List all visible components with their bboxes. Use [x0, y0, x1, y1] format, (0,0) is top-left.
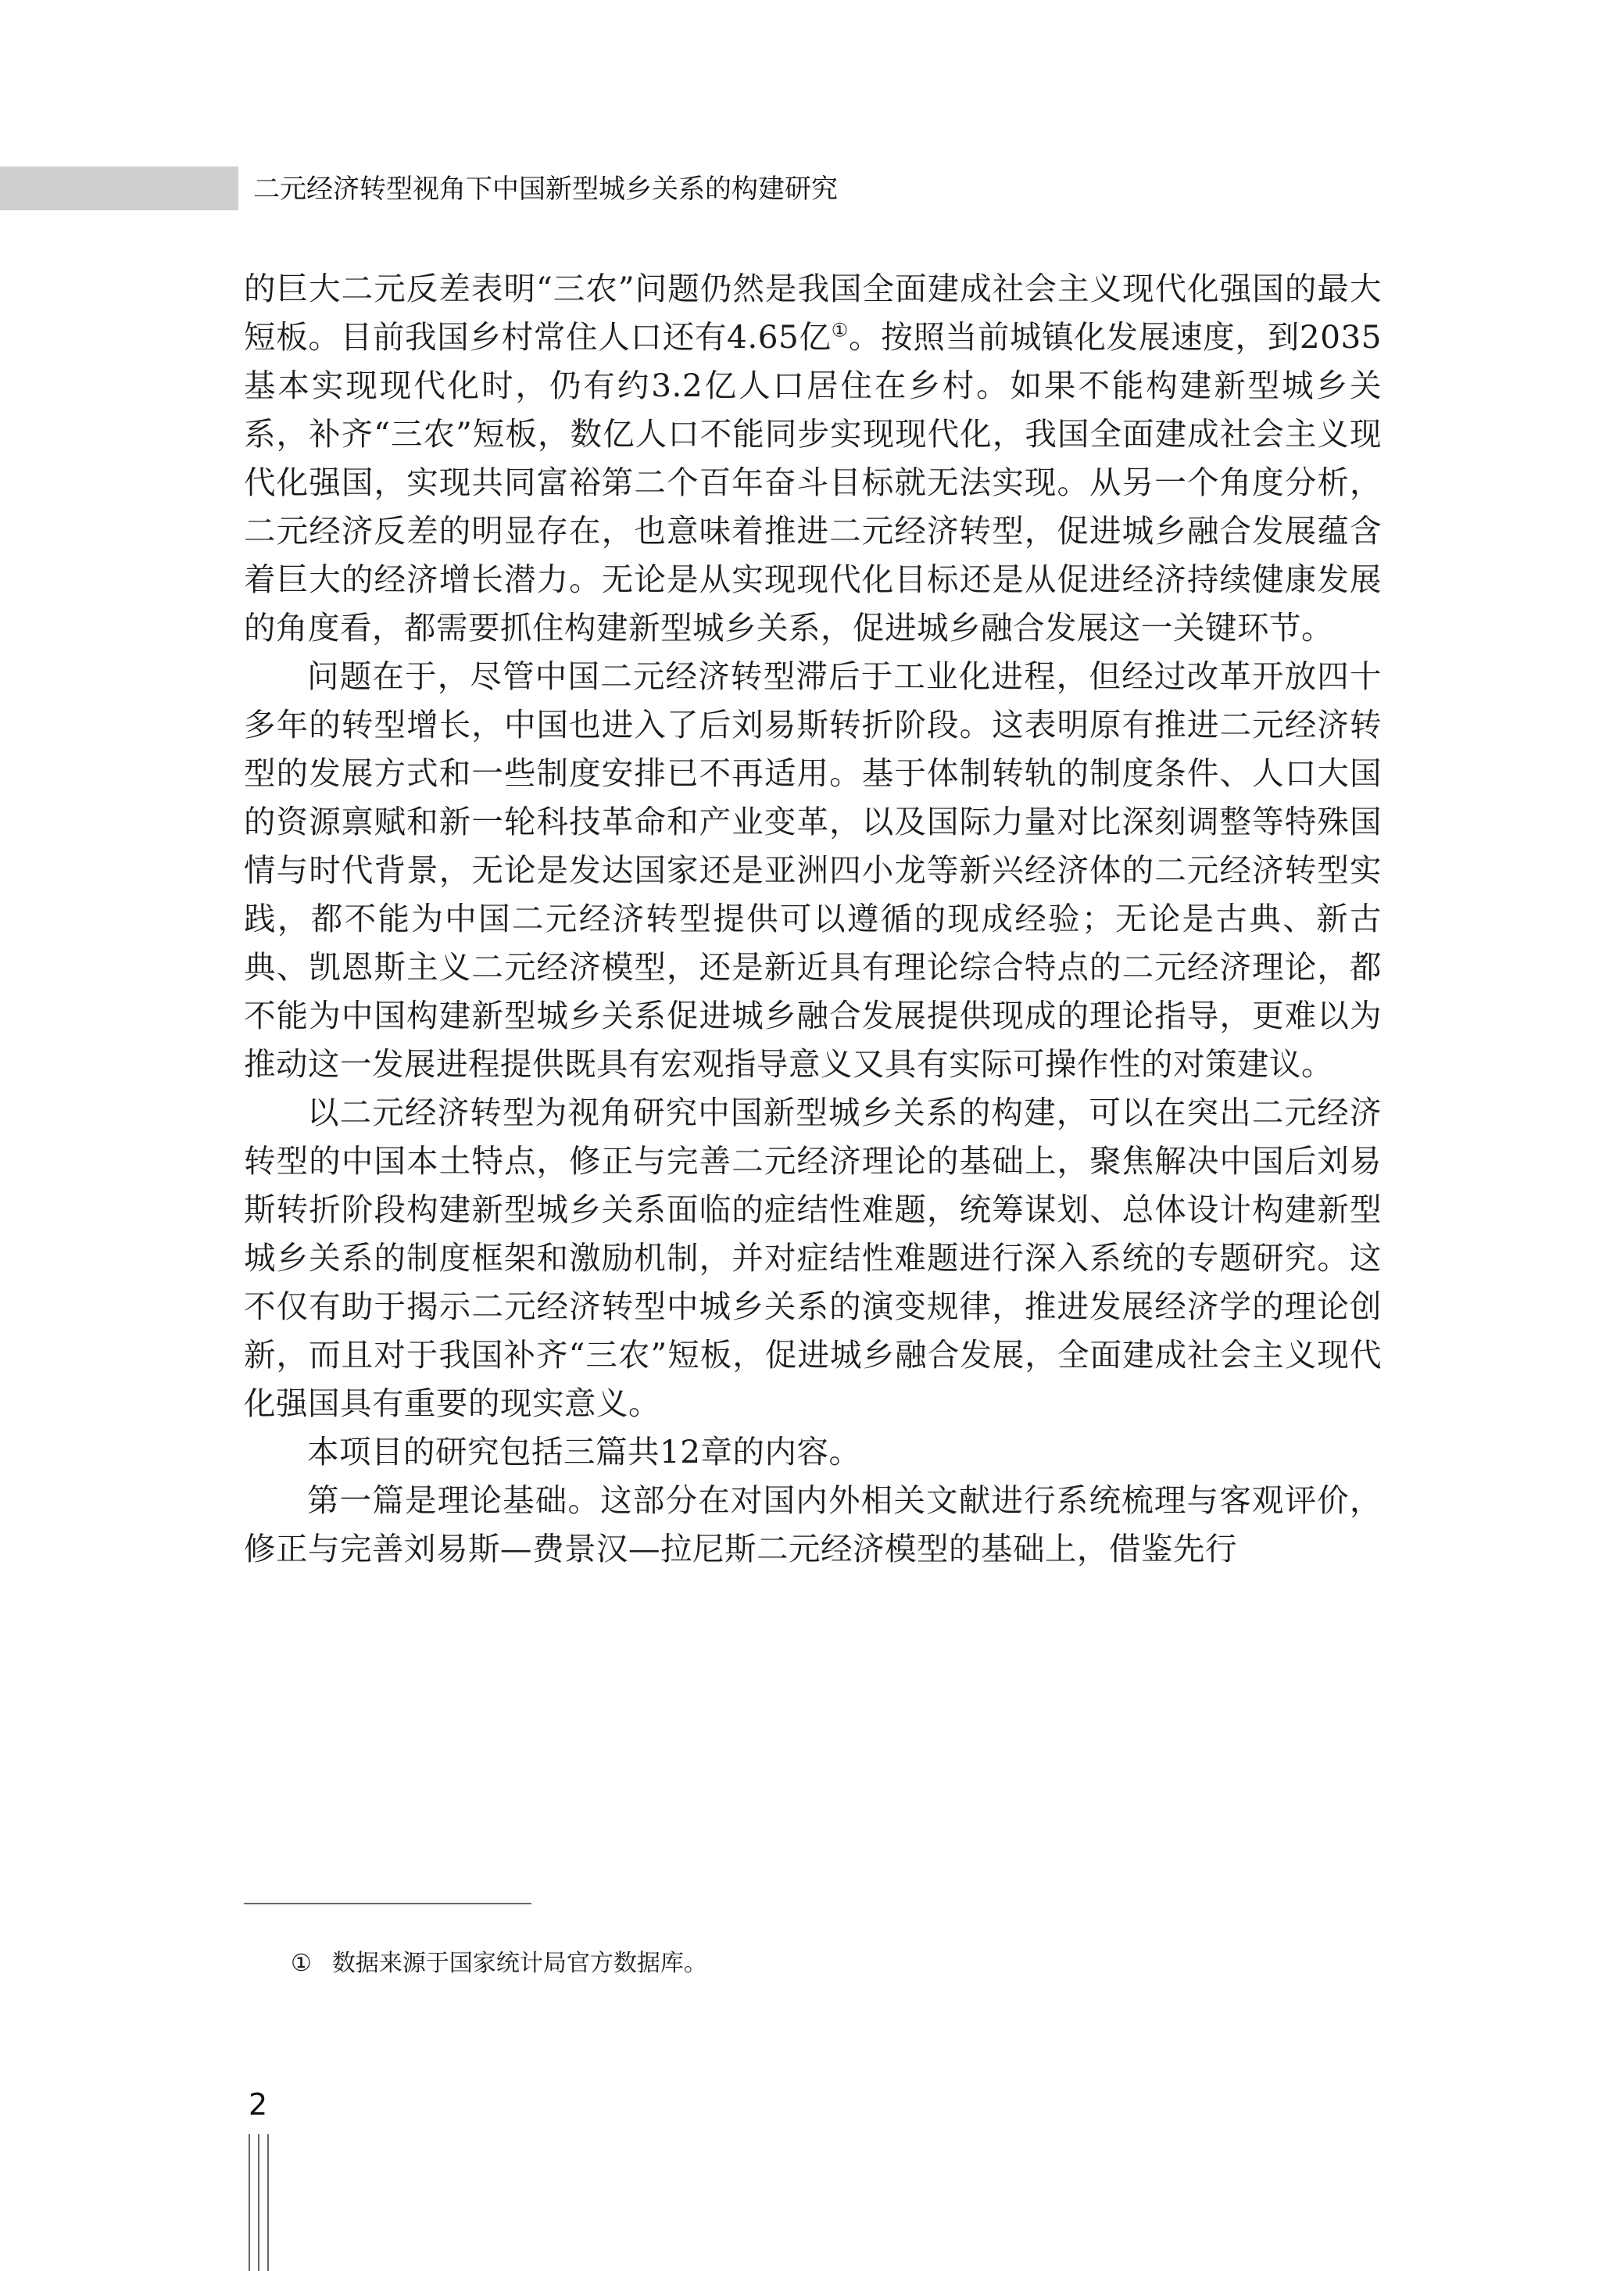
paragraph-3: 以二元经济转型为视角研究中国新型城乡关系的构建，可以在突出二元经济转型的中国本土特点，修正与完善二元经济理论的基础上，聚焦解决中国后刘易斯转折阶段构建新型城乡关系面临的症结性难题，统筹谋划、总体设计构建新型城乡关系的制度框架和激励机制，并对症结性难题进行深入系统的专题研究。这不仅有助于揭示二元经济转型中城乡关系的演变规律，推进发展经济学的理论创新，而且对于我国补齐“三农”短板，促进城乡融合发展，全面建成社会主义现代化强国具有重要的现实意义。 — [244, 1094, 1382, 1422]
margin-line — [258, 2134, 259, 2271]
margin-line — [267, 2134, 269, 2271]
footnote-reference-mark[interactable]: ① — [831, 319, 849, 342]
footnote-text: 数据来源于国家统计局官方数据库。 — [331, 1950, 707, 1977]
footnote-divider — [244, 1903, 531, 1904]
paragraph-5: 第一篇是理论基础。这部分在对国内外相关文献进行系统梳理与客观评价，修正与完善刘易斯—费景汉—拉尼斯二元经济模型的基础上，借鉴先行 — [244, 1481, 1382, 1567]
main-body-text — [244, 264, 1382, 1573]
page-number: 2 — [249, 2087, 268, 2122]
margin-line — [249, 2134, 250, 2271]
paragraph-4: 本项目的研究包括三篇共12章的内容。 — [307, 1433, 861, 1470]
margin-decoration-lines — [249, 2134, 280, 2271]
paragraph-1-text-b: 。按照当前城镇化发展速度，到2035基本实现现代化时，仍有约3.2亿人口居住在乡村。如果不能构建新型城乡关系，补齐“三农”短板，数亿人口不能同步实现现代化，我国全面建成社会主义现代化强国，实现共同富裕第二个百年奋斗目标就无法实现。从另一个角度分析，二元经济反差的明显存在，也意味着推进二元经济转型，促进城乡融合发展蕴含着巨大的经济增长潜力。无论是从实现现代化目标还是从促进经济持续健康发展的角度看，都需要抓住构建新型城乡关系，促进城乡融合发展这一关键环节。 — [244, 318, 1382, 647]
header-gray-band — [0, 167, 238, 210]
paragraph-1 — [244, 264, 1382, 652]
paragraph-2: 问题在于，尽管中国二元经济转型滞后于工业化进程，但经过改革开放四十多年的转型增长，中国也进入了后刘易斯转折阶段。这表明原有推进二元经济转型的发展方式和一些制度安排已不再适用。基于体制转轨的制度条件、人口大国的资源禀赋和新一轮科技革命和产业变革，以及国际力量对比深刻调整等特殊国情与时代背景，无论是发达国家还是亚洲四小龙等新兴经济体的二元经济转型实践，都不能为中国二元经济转型提供可以遵循的现成经验；无论是古典、新古典、凯恩斯主义二元经济模型，还是新近具有理论综合特点的二元经济理论，都不能为中国构建新型城乡关系促进城乡融合发展提供现成的理论指导，更难以为推动这一发展进程提供既具有宏观指导意义又具有实际可操作性的对策建议。 — [244, 657, 1382, 1083]
footnote — [291, 1948, 707, 1979]
footnote-mark: ① — [291, 1950, 312, 1977]
paragraph-1-text-a: 的巨大二元反差表明“三农”问题仍然是我国全面建成社会主义现代化强国的最大短板。目前我国乡村常住人口还有4.65亿 — [244, 270, 1382, 356]
running-head-title: 二元经济转型视角下中国新型城乡关系的构建研究 — [253, 174, 838, 205]
